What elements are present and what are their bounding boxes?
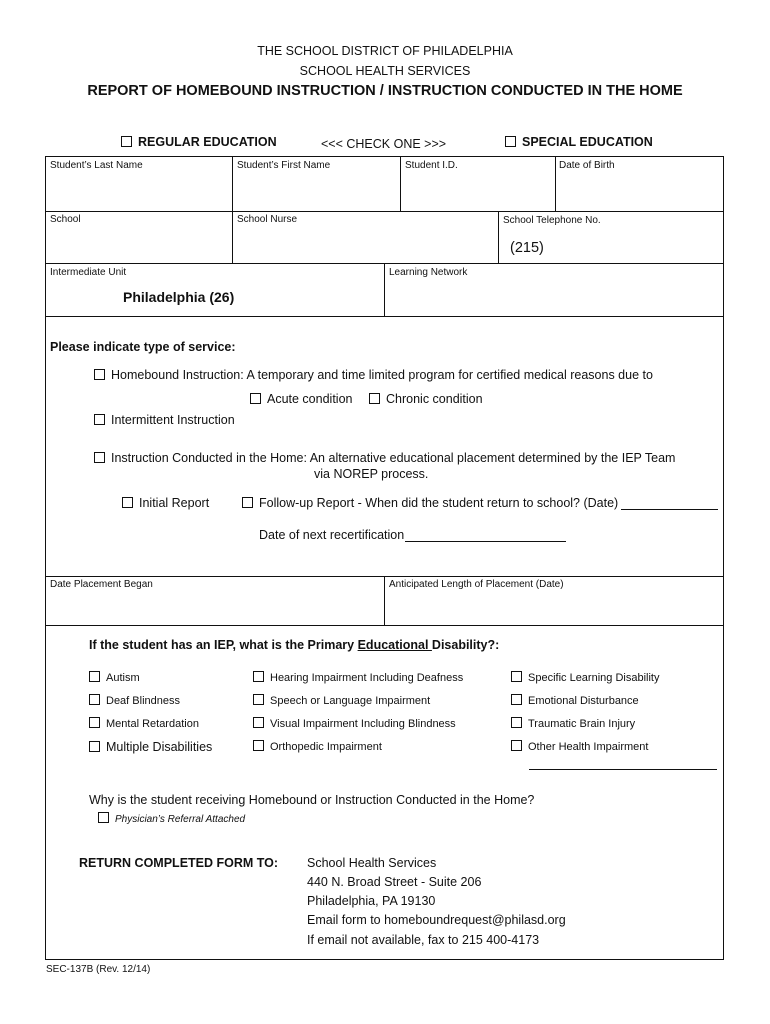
initial-report-option[interactable] [122, 496, 209, 510]
initial-report-checkbox[interactable] [122, 497, 133, 508]
disability-traumatic-brain[interactable]: Traumatic Brain Injury [511, 717, 635, 730]
special-education-checkbox[interactable] [505, 136, 516, 147]
disability-specific-learning[interactable]: Specific Learning Disability [511, 671, 659, 684]
disability-hearing[interactable]: Hearing Impairment Including Deafness [253, 671, 463, 684]
return-line-3: Philadelphia, PA 19130 [307, 894, 436, 908]
regular-education-checkbox[interactable] [121, 136, 132, 147]
special-education-label: SPECIAL EDUCATION [522, 135, 653, 149]
form-title: REPORT OF HOMEBOUND INSTRUCTION / INSTRUCTION CONDUCTED IN THE HOME [87, 83, 683, 99]
checkbox[interactable] [511, 671, 522, 682]
instruction-in-home-label-cont: via NOREP process. [314, 467, 429, 481]
anticipated-length-label: Anticipated Length of Placement (Date) [389, 579, 564, 590]
student-id-label: Student I.D. [405, 160, 458, 171]
physician-referral-option[interactable]: Physician’s Referral Attached [98, 812, 245, 825]
checkbox[interactable] [511, 740, 522, 751]
initial-report-label: Initial Report [139, 496, 210, 510]
school-telephone-label: School Telephone No. [503, 215, 601, 226]
intermediate-unit-value: Philadelphia (26) [123, 289, 235, 305]
return-line-4: Email form to homeboundrequest@philasd.org [307, 913, 566, 927]
special-education-option[interactable] [505, 135, 653, 149]
acute-condition-checkbox[interactable] [250, 393, 261, 404]
instruction-in-home-label: Instruction Conducted in the Home: An alternative educational placement determined by the IEP Team [111, 451, 676, 465]
disability-visual[interactable]: Visual Impairment Including Blindness [253, 717, 456, 730]
last-name-label: Student’s Last Name [50, 160, 143, 171]
physician-referral-checkbox[interactable] [98, 812, 109, 823]
return-line-2: 440 N. Broad Street - Suite 206 [307, 875, 482, 889]
checkbox[interactable] [511, 717, 522, 728]
department-name: SCHOOL HEALTH SERVICES [299, 64, 471, 78]
disability-speech-language[interactable]: Speech or Language Impairment [253, 694, 430, 707]
intermittent-instruction-label: Intermittent Instruction [111, 413, 235, 427]
chronic-condition-checkbox[interactable] [369, 393, 380, 404]
disability-autism[interactable]: Autism [89, 671, 140, 684]
instruction-in-home-checkbox[interactable] [94, 452, 105, 463]
other-health-line[interactable] [529, 769, 717, 770]
checkbox[interactable] [89, 741, 100, 752]
chronic-condition-option[interactable] [369, 392, 483, 406]
disability-multiple[interactable]: Multiple Disabilities [89, 740, 212, 754]
checkbox[interactable] [253, 671, 264, 682]
disability-mental-retardation[interactable]: Mental Retardation [89, 717, 199, 730]
checkbox[interactable] [89, 717, 100, 728]
date-placement-began-label: Date Placement Began [50, 579, 153, 590]
intermediate-unit-label: Intermediate Unit [50, 267, 127, 278]
checkbox[interactable] [253, 717, 264, 728]
return-line-5: If email not available, fax to 215 400-4173 [307, 933, 540, 947]
checkbox[interactable] [89, 671, 100, 682]
return-line-1: School Health Services [307, 856, 437, 870]
form-id: SEC-137B (Rev. 12/14) [46, 964, 151, 975]
checkbox[interactable] [89, 694, 100, 705]
intermittent-instruction-option[interactable] [94, 413, 235, 427]
chronic-condition-label: Chronic condition [386, 392, 483, 406]
regular-education-label: REGULAR EDUCATION [138, 135, 277, 149]
disability-emotional[interactable]: Emotional Disturbance [511, 694, 639, 707]
homebound-instruction-checkbox[interactable] [94, 369, 105, 380]
why-question: Why is the student receiving Homebound or Instruction Conducted in the Home? [89, 793, 535, 807]
followup-report-checkbox[interactable] [242, 497, 253, 508]
disability-other-health[interactable]: Other Health Impairment [511, 740, 648, 753]
disability-orthopedic[interactable]: Orthopedic Impairment [253, 740, 382, 753]
check-one-prompt: <<< CHECK ONE >>> [321, 137, 447, 151]
disability-deaf-blindness[interactable]: Deaf Blindness [89, 694, 180, 707]
followup-report-label: Follow-up Report - When did the student return to school? (Date) [259, 496, 619, 510]
learning-network-label: Learning Network [389, 267, 468, 278]
school-label: School [50, 214, 81, 225]
telephone-area-code[interactable]: (215) [510, 240, 544, 256]
homebound-instruction-label: Homebound Instruction: A temporary and time limited program for certified medical reasons due to [111, 368, 653, 382]
first-name-label: Student’s First Name [237, 160, 331, 171]
followup-report-option[interactable] [242, 496, 618, 510]
return-label: RETURN COMPLETED FORM TO: [79, 856, 279, 870]
intermittent-instruction-checkbox[interactable] [94, 414, 105, 425]
homebound-instruction-option[interactable] [94, 368, 653, 382]
school-nurse-label: School Nurse [237, 214, 298, 225]
iep-question: If the student has an IEP, what is the Primary Educational Disability?: [89, 638, 500, 652]
checkbox[interactable] [253, 740, 264, 751]
regular-education-option[interactable] [121, 135, 277, 149]
checkbox[interactable] [511, 694, 522, 705]
checkbox[interactable] [253, 694, 264, 705]
acute-condition-label: Acute condition [267, 392, 353, 406]
recertification-date-line[interactable] [405, 541, 566, 542]
instruction-in-home-option[interactable] [94, 451, 675, 465]
acute-condition-option[interactable] [250, 392, 352, 406]
district-name: THE SCHOOL DISTRICT OF PHILADELPHIA [257, 44, 513, 58]
return-date-line[interactable] [621, 509, 718, 510]
date-of-birth-label: Date of Birth [559, 160, 615, 171]
recertification-label: Date of next recertification [259, 528, 405, 542]
service-type-heading: Please indicate type of service: [50, 340, 236, 354]
